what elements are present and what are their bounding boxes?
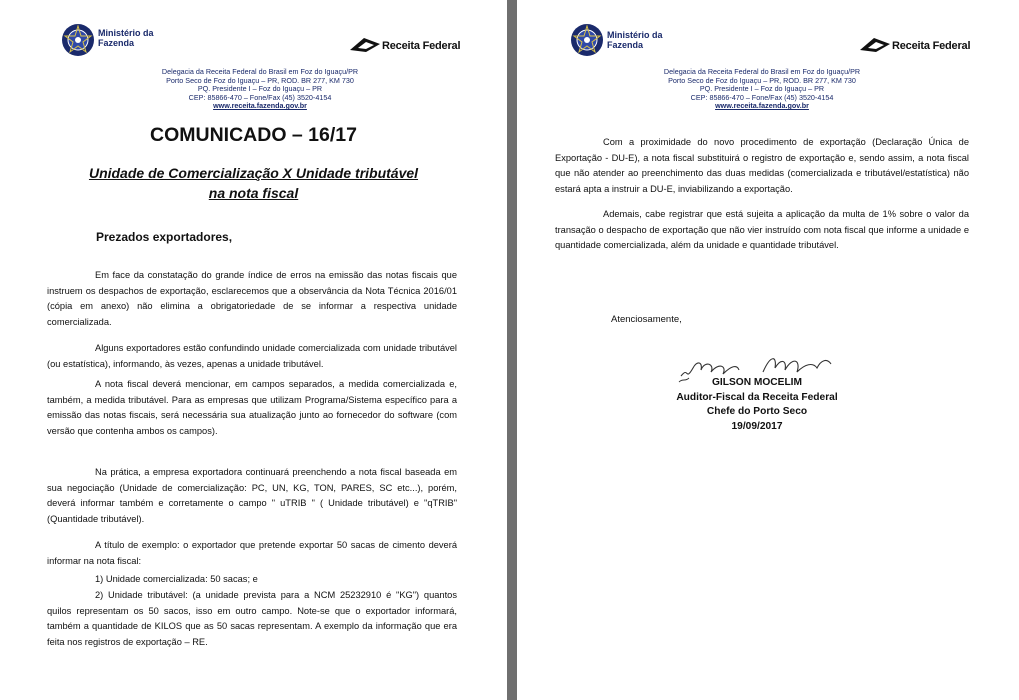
letterhead — [517, 0, 1019, 112]
paragraph-3 — [47, 377, 457, 439]
coat-of-arms-icon — [60, 22, 96, 58]
address-line-2: Porto Seco de Foz do Iguaçu – PR, ROD. BR 277, KM 730 — [166, 75, 354, 85]
paragraph-5-text: A título de exemplo: o exportador que pretende exportar 50 sacas de cimento deverá informar na nota fiscal: — [47, 540, 457, 566]
ministry-name-line2: Fazenda — [607, 40, 644, 50]
agency-name: Receita Federal — [382, 40, 461, 52]
ministry-name-line1: Ministério da — [98, 28, 154, 38]
paragraph-2-text: Ademais, cabe registrar que está sujeita a aplicação da multa de 1% sobre o valor da transação o despacho de exportação que não vier instruído com nota fiscal que informe a unidade e quantidade comercializada, além da unidade e quantidade tributável. — [555, 209, 969, 251]
paragraph-3-text: A nota fiscal deverá mencionar, em campos separados, a medida comercializada e, também, a medida tributável. Para as empresas que utilizam Programa/Sistema específico para a emissão das notas fiscais, será necessária sua atualização junto ao fornecedor do software (com versão que contenha ambos os campos). — [47, 379, 457, 436]
ministry-name-line1: Ministério da — [607, 30, 663, 40]
list-item-1: 1) Unidade comercializada: 50 sacas; e — [95, 574, 258, 584]
signature-block — [647, 376, 867, 434]
paragraph-4 — [47, 465, 457, 527]
address-line-2: Porto Seco de Foz do Iguaçu – PR, ROD. BR 277, KM 730 — [668, 75, 856, 85]
signature-date: 19/09/2017 — [731, 420, 783, 432]
list-item-2 — [47, 588, 457, 650]
coat-of-arms-icon — [569, 22, 605, 58]
paragraph-1-text: Com a proximidade do novo procedimento de exportação (Declaração Única de Exportação - DU-E), a nota fiscal substituirá o registro de exportação e, sendo assim, a nota fiscal que não atender ao preenchimento das duas medidas (comercializada e tributável/estatística) não estará apta a instruir a DU-E, inviabilizando a exportação. — [555, 137, 969, 194]
ministry-name-line2: Fazenda — [98, 38, 135, 48]
receita-federal-logo-icon — [348, 36, 382, 54]
paragraph-4-text: Na prática, a empresa exportadora continuará preenchendo a nota fiscal baseada em sua negociação (Unidade de comercialização: PC, UN, KG, TON, PARES, SC etc...), porém, deverá informar também e corretamente o campo " uTRIB " ( Unidade tributável) e "qTRIB" (Quantidade tributável). — [47, 467, 457, 524]
address-line-1: Delegacia da Receita Federal do Brasil em Foz do Iguaçu/PR — [161, 67, 359, 76]
paragraph-1-text: Em face da constatação do grande índice de erros na emissão das notas fiscais que instruem os despachos de exportação, esclarecemos que a observância da Nota Técnica 2016/01 (cópia em anexo) não elimina a obrigatoriedade de se informar a respectiva unidade comercializada. — [47, 270, 457, 327]
address-line-4: CEP: 85866-470 – Fone/Fax (45) 3520-4154 — [690, 92, 834, 102]
paragraph-5 — [47, 538, 457, 569]
address-line-4: CEP: 85866-470 – Fone/Fax (45) 3520-4154 — [188, 92, 332, 102]
letterhead — [0, 0, 507, 112]
paragraph-1 — [555, 135, 969, 197]
subtitle-line-2: na nota fiscal — [208, 185, 299, 201]
paragraph-2 — [555, 207, 969, 254]
paragraph-1 — [47, 268, 457, 330]
subtitle-line-1: Unidade de Comercialização X Unidade tributável — [88, 165, 419, 181]
closing: Atenciosamente, — [611, 314, 682, 325]
document-page-1 — [0, 0, 507, 700]
website-link[interactable]: www.receita.fazenda.gov.br — [715, 101, 809, 111]
agency-name: Receita Federal — [892, 40, 971, 52]
signer-role: Auditor-Fiscal da Receita Federal — [676, 391, 838, 403]
receita-federal-logo-icon — [858, 36, 892, 54]
document-page-2 — [517, 0, 1019, 700]
address-line-1: Delegacia da Receita Federal do Brasil em Foz do Iguaçu/PR — [663, 67, 861, 76]
document-subtitle — [0, 163, 507, 203]
website-link[interactable]: www.receita.fazenda.gov.br — [213, 101, 307, 111]
address-line-3: PQ. Presidente I – Foz do Iguaçu – PR — [699, 84, 825, 94]
document-title: COMUNICADO – 16/17 — [150, 124, 357, 146]
paragraph-2-text: Alguns exportadores estão confundindo unidade comercializada com unidade tributável (ou estatística), informando, às vezes, apenas a unidade tributável. — [47, 343, 457, 369]
greeting: Prezados exportadores, — [96, 230, 233, 244]
address-block — [130, 68, 390, 111]
address-line-3: PQ. Presidente I – Foz do Iguaçu – PR — [197, 84, 323, 94]
address-block — [632, 68, 892, 111]
signer-name: GILSON MOCELIM — [712, 377, 802, 388]
list-item-2-text: 2) Unidade tributável: (a unidade prevista para a NCM 25232910 é "KG") quantos quilos representam os 50 sacos, isso em outro campo. Note-se que o exportador informará, também a quantidade de KILOS que as 50 sacas representam. A exemplo da informação que era feita nos registros de exportação – RE. — [47, 590, 457, 647]
paragraph-2 — [47, 341, 457, 372]
signer-unit: Chefe do Porto Seco — [706, 406, 808, 417]
